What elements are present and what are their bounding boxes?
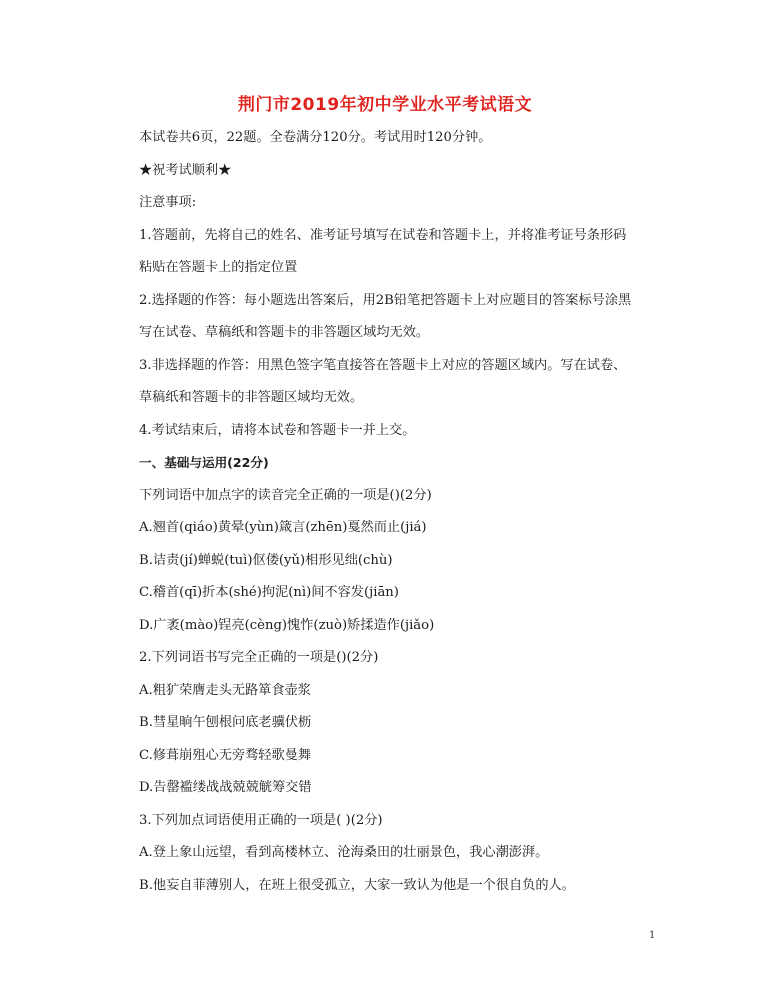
text-line: B.他妄自菲薄别人，在班上很受孤立，大家一致认为他是一个很自负的人。 xyxy=(139,877,575,893)
section-heading: 一、基础与运用(22分) xyxy=(139,455,269,470)
text-line: B.诘责(jí)蝉蜕(tuì)伛偻(yǔ)相形见绌(chù) xyxy=(139,552,393,568)
text-line: A.登上象山远望，看到高楼林立、沧海桑田的壮丽景色，我心潮澎湃。 xyxy=(139,845,549,860)
text-line: 本试卷共6页，22题。全卷满分120分。考试用时120分钟。 xyxy=(139,130,492,145)
document-body xyxy=(139,128,659,908)
text-line: C.修葺崩殂心无旁骛轻歌曼舞 xyxy=(139,747,312,763)
text-line: 3.下列加点词语使用正确的一项是( )(2分) xyxy=(139,812,383,828)
text-line: 2.选择题的作答：每小题选出答案后，用2B铅笔把答题卡上对应题目的答案标号涂黑 xyxy=(139,292,632,308)
text-line: 4.考试结束后，请将本试卷和答题卡一并上交。 xyxy=(139,422,416,438)
text-line: 粘贴在答题卡上的指定位置 xyxy=(139,260,298,275)
text-line: ★祝考试顺利★ xyxy=(139,162,232,178)
text-line: 下列词语中加点字的读音完全正确的一项是()(2分) xyxy=(139,487,432,503)
text-line: B.彗星晌午刨根问底老骥伏枥 xyxy=(139,715,312,730)
text-line: A.粗犷荣膺走头无路箪食壶浆 xyxy=(139,682,311,698)
text-line: 写在试卷、草稿纸和答题卡的非答题区域均无效。 xyxy=(139,325,430,340)
document-title: 荆门市2019年初中学业水平考试语文 xyxy=(237,95,533,115)
text-line: 注意事项: xyxy=(139,195,197,210)
text-line: D.广袤(mào)锃亮(cèng)愧怍(zuò)矫揉造作(jiǎo) xyxy=(139,617,435,633)
text-line: 2.下列词语书写完全正确的一项是()(2分) xyxy=(139,650,379,665)
text-line: A.翘首(qiáo)黄晕(yùn)箴言(zhēn)戛然而止(jiá) xyxy=(139,520,427,535)
page-number: 1 xyxy=(649,930,656,941)
text-line: 草稿纸和答题卡的非答题区域均无效。 xyxy=(139,390,364,405)
text-line: D.告罄褴缕战战兢兢觥筹交错 xyxy=(139,780,312,795)
text-line: 3.非选择题的作答：用黑色签字笔直接答在答题卡上对应的答题区域内。写在试卷、 xyxy=(139,357,627,373)
text-line: C.稽首(qī)折本(shé)拘泥(nì)间不容发(jiān) xyxy=(139,585,399,600)
text-line: 1.答题前，先将自己的姓名、准考证号填写在试卷和答题卡上，并将准考证号条形码 xyxy=(139,227,627,243)
